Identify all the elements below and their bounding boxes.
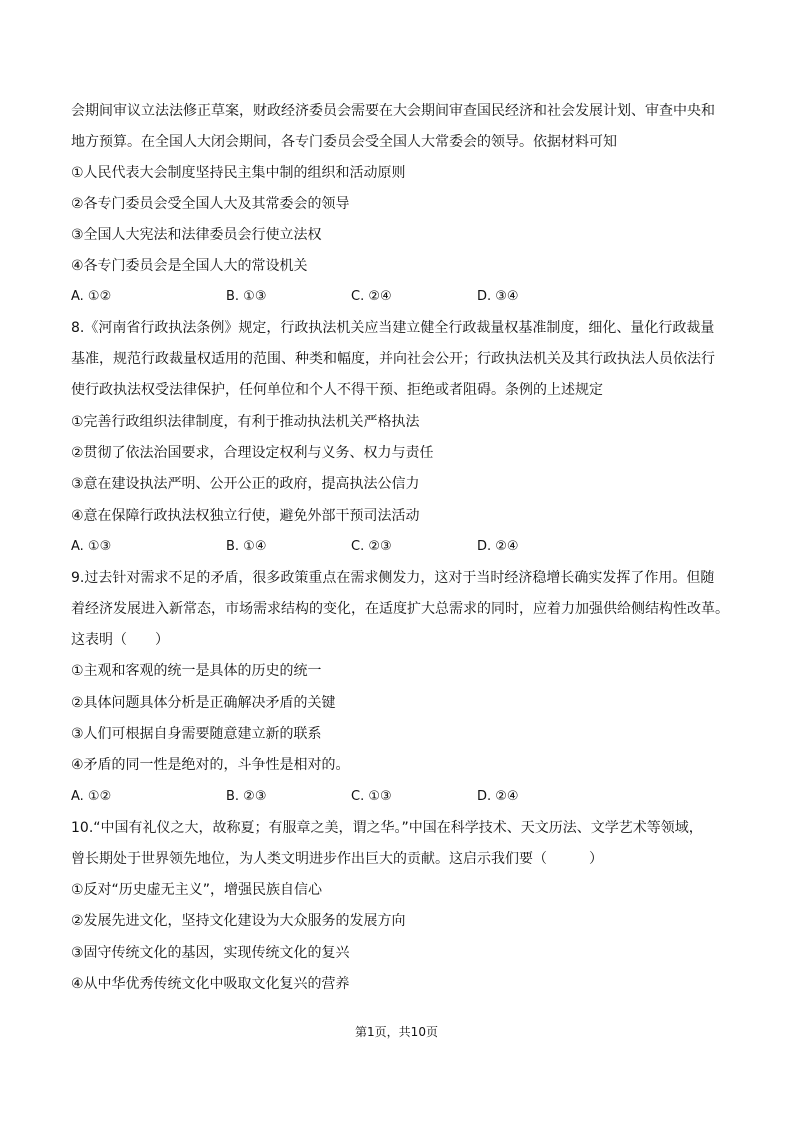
q7-option-a[interactable]: A. ①② [71, 289, 112, 304]
q9-option-a[interactable]: A. ①② [71, 789, 112, 804]
q9-options [71, 787, 731, 807]
q8-statement-2: ②贯彻了依法治国要求，合理设定权利与义务、权力与责任 [71, 445, 434, 461]
q7-statement-2: ②各专门委员会受全国人大及其常委会的领导 [71, 196, 350, 212]
q9-stem-line-3: 这表明（ ） [71, 632, 169, 648]
q10-statement-1: ①反对“历史虚无主义”，增强民族自信心 [71, 882, 323, 898]
q9-stem-line-2: 着经济发展进入新常态，市场需求结构的变化，在适度扩大总需求的同时，应着力加强供给侧结构性改革。 [71, 601, 729, 617]
q9-option-d[interactable]: D. ②④ [477, 789, 519, 804]
q7-statement-4: ④各专门委员会是全国人大的常设机关 [71, 258, 308, 274]
q7-stem-line-1: 会期间审议立法法修正草案，财政经济委员会需要在大会期间审查国民经济和社会发展计划、审查中央和 [71, 103, 715, 119]
q10-statement-2: ②发展先进文化，坚持文化建设为大众服务的发展方向 [71, 913, 406, 929]
q8-option-c[interactable]: C. ②③ [351, 539, 392, 554]
q9-statement-4: ④矛盾的同一性是绝对的，斗争性是相对的。 [71, 757, 350, 773]
q10-stem-line-1: 10.“中国有礼仪之大，故称夏；有服章之美，谓之华。”中国在科学技术、天文历法、文学艺术等领域， [71, 820, 703, 836]
q8-stem-line-1: 8.《河南省行政执法条例》规定，行政执法机关应当建立健全行政裁量权基准制度，细化、量化行政裁量 [71, 320, 715, 336]
q7-stem-line-2: 地方预算。在全国人大闭会期间，各专门委员会受全国人大常委会的领导。依据材料可知 [71, 134, 617, 150]
q9-option-b[interactable]: B. ②③ [226, 789, 267, 804]
q9-stem-line-1: 9.过去针对需求不足的矛盾，很多政策重点在需求侧发力，这对于当时经济稳增长确实发挥了作用。但随 [71, 570, 715, 586]
q8-stem-line-3: 使行政执法权受法律保护，任何单位和个人不得干预、拒绝或者阻碍。条例的上述规定 [71, 382, 603, 398]
q7-statement-1: ①人民代表大会制度坚持民主集中制的组织和活动原则 [71, 165, 406, 181]
q8-option-b[interactable]: B. ①④ [226, 539, 267, 554]
q10-statement-3: ③固守传统文化的基因，实现传统文化的复兴 [71, 945, 350, 961]
q8-stem-line-2: 基准，规范行政裁量权适用的范围、种类和幅度，并向社会公开；行政执法机关及其行政执法人员依法行 [71, 351, 715, 367]
q8-statement-4: ④意在保障行政执法权独立行使，避免外部干预司法活动 [71, 508, 420, 524]
q8-statement-3: ③意在建设执法严明、公开公正的政府，提高执法公信力 [71, 476, 420, 492]
q8-options [71, 537, 731, 557]
q9-statement-3: ③人们可根据自身需要随意建立新的联系 [71, 726, 322, 742]
q7-option-c[interactable]: C. ②④ [351, 289, 392, 304]
q8-option-d[interactable]: D. ②④ [477, 539, 519, 554]
q9-statement-1: ①主观和客观的统一是具体的历史的统一 [71, 663, 322, 679]
q10-stem-line-2: 曾长期处于世界领先地位，为人类文明进步作出巨大的贡献。这启示我们要（ ） [71, 851, 603, 867]
q7-statement-3: ③全国人大宪法和法律委员会行使立法权 [71, 227, 322, 243]
q8-statement-1: ①完善行政组织法律制度，有利于推动执法机关严格执法 [71, 414, 420, 430]
page-footer: 第1页，共10页 [355, 1025, 438, 1039]
q7-option-b[interactable]: B. ①③ [226, 289, 267, 304]
q9-option-c[interactable]: C. ①③ [351, 789, 392, 804]
q9-statement-2: ②具体问题具体分析是正确解决矛盾的关键 [71, 695, 336, 711]
q7-options [71, 287, 731, 307]
q8-option-a[interactable]: A. ①③ [71, 539, 112, 554]
q7-option-d[interactable]: D. ③④ [477, 289, 519, 304]
q10-statement-4: ④从中华优秀传统文化中吸取文化复兴的营养 [71, 976, 350, 992]
